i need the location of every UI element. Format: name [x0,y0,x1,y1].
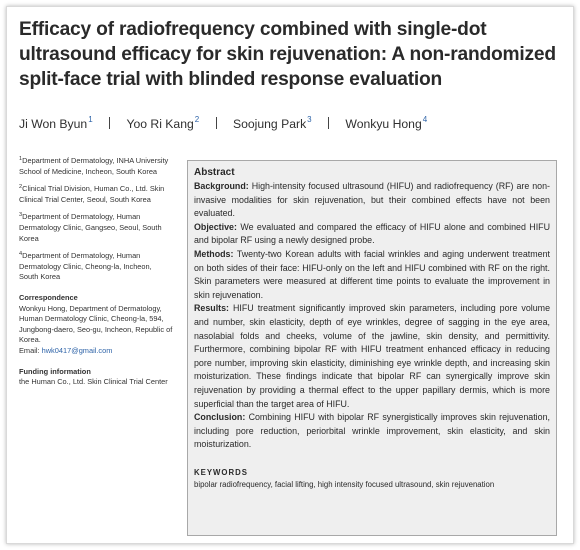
author-list [19,112,564,132]
abstract-heading: Abstract [194,167,235,178]
author-2[interactable] [126,112,199,132]
affiliation-2 [19,182,173,205]
abstract-box [187,160,557,536]
affiliation-text: Department of Dermatology, INHA University School of Medicine, Incheon, South Korea [19,156,169,176]
affiliation-marker: 1 [19,156,23,162]
email-link[interactable]: hwk0417@gmail.com [41,345,113,355]
affiliation-3 [19,210,173,244]
author-affiliation-marker: 1 [88,115,93,124]
abstract-section-label: Conclusion: [194,412,246,423]
correspondence-text [19,304,173,357]
affiliation-marker: 3 [19,212,23,219]
abstract-objective [194,221,550,248]
abstract-methods [194,248,550,302]
affiliation-marker: 2 [19,184,23,191]
affiliation-marker: 4 [19,251,23,258]
correspondence-label: Correspondence [19,292,78,302]
author-name: Soojung Park [232,117,307,131]
author-affiliation-marker: 4 [422,115,428,124]
author-1[interactable] [19,112,93,132]
affiliation-text: Clinical Trial Division, Human Co., Ltd. Skin Clinical Trial Center, Seoul, South Korea [19,184,165,204]
funding-label: Funding information [19,366,91,376]
affiliation-text: Department of Dermatology, Human Dermatology Clinic, Cheong-la, Incheon, South Korea [19,251,152,282]
abstract-section-text: HIFU treatment significantly improved skin parameters, including pore volume and number, skin elasticity, depth of eye wrinkles, degree of sagging in the eye area, nasolabial folds and cheeks, volume of the jawline, skin density, and permittivity. Furthermore, combining bipolar RF with HIFU treatment enhanced efficacy in reducing pore number, improving skin elasticity, diminishing eye wrinkle depth, and increasing skin moisturization. These findings indicate that bipolar RF can synergically improve skin rejuvenation by providing a thermal effect to the upper papillary dermis, which is more superficial than the target area of HIFU. [194,303,551,409]
paper-page [6,6,574,544]
abstract-conclusion [194,411,550,452]
abstract-section-label: Results: [194,303,230,314]
affiliation-text: Department of Dermatology, Human Dermatology Clinic, Gangseo, Seoul, South Korea [19,212,162,243]
author-3[interactable] [233,112,312,132]
author-name: Ji Won Byun [19,117,88,131]
article-side-info [19,154,173,388]
abstract-section-label: Methods: [194,248,234,259]
author-name: Yoo Ri Kang [126,117,194,131]
abstract-results [194,302,550,411]
paper-title: Efficacy of radiofrequency combined with single-dot ultrasound efficacy for skin rejuvenation: A non-randomized split-face trial with blinded response evaluation [19,19,556,90]
abstract-section-text: Twenty-two Korean adults with facial wrinkles and aging underwent treatment on both sides of their face: HIFU-only on the left and HIFU combined with RF on the right. Skin parameters were measured at different time points to evaluate the improvement in skin rejuvenation. [194,248,550,300]
author-affiliation-marker: 3 [307,115,312,124]
keywords-label: KEYWORDS [194,467,248,477]
author-separator [216,117,217,129]
funding-text: the Human Co., Ltd. Skin Clinical Trial Center [19,377,168,387]
affiliation-1 [19,154,173,177]
abstract-section-text: We evaluated and compared the efficacy of HIFU alone and combined HIFU and bipolar RF using a newly designed probe. [194,221,551,246]
email-label: Email: [19,345,40,355]
abstract-section-text: High-intensity focused ultrasound (HIFU) and radiofrequency (RF) are non-invasive modalities for skin rejuvenation, but their combined effects have not been evaluated. [194,181,550,219]
abstract-section-label: Background: [194,181,249,191]
affiliation-4 [19,249,173,283]
abstract-section-label: Objective: [194,221,237,232]
abstract-background [194,180,550,221]
correspondence-address: Wonkyu Hong, Department of Dermatology, Human Dermatology Clinic, Cheong-la, 594, Jungbong-daero, Seo-gu, Incheon, Republic of Korea. [19,303,173,345]
abstract-section-text: Combining HIFU with bipolar RF synergistically improves skin rejuvenation, including pore reduction, periorbital wrinkle improvement, skin elasticity, and skin moisturization. [194,412,550,450]
author-separator [328,117,329,129]
author-affiliation-marker: 2 [194,115,200,124]
author-4[interactable] [345,112,427,132]
keywords-list: bipolar radiofrequency, facial lifting, high intensity focused ultrasound, skin rejuvenation [194,479,495,489]
author-name: Wonkyu Hong [345,117,422,131]
author-separator [109,117,110,129]
